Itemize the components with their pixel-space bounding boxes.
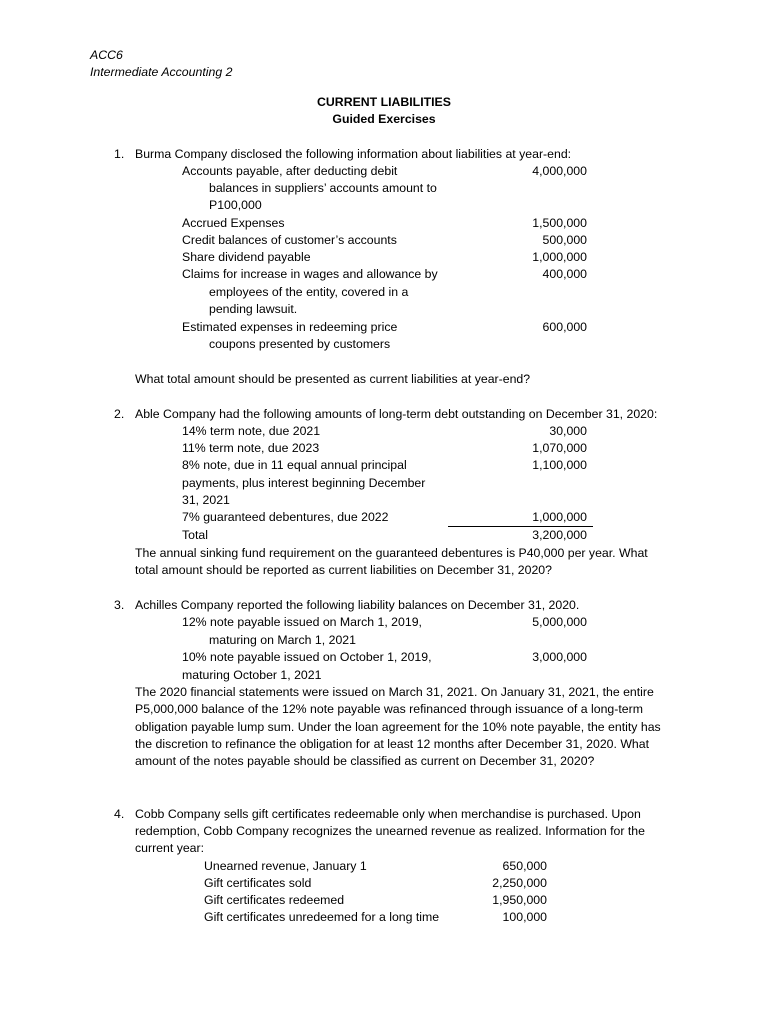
q3-item-2-label-line2: maturing October 1, 2021 xyxy=(182,668,322,682)
q1-item-3-amount: 500,000 xyxy=(542,233,587,247)
q2-item-3-label-line2: payments, plus interest beginning December xyxy=(182,476,426,490)
q3-paragraph-line3: obligation payable lump sum. Under the loan agreement for the 10% note payable, the entity has xyxy=(135,720,661,734)
page-subtitle: Guided Exercises xyxy=(332,112,436,126)
q3-paragraph-line1: The 2020 financial statements were issued on March 31, 2021. On January 31, 2021, the entire xyxy=(135,685,654,699)
q1-item-2-amount: 1,500,000 xyxy=(532,216,587,230)
q1-item-5-amount: 400,000 xyxy=(542,267,587,281)
q3-item-2-amount: 3,000,000 xyxy=(532,650,587,664)
q2-item-1-amount: 30,000 xyxy=(549,424,587,438)
q4-intro-line3: current year: xyxy=(135,841,205,855)
q2-item-4-label: 7% guaranteed debentures, due 2022 xyxy=(182,510,389,524)
q2-item-4-amount: 1,000,000 xyxy=(532,510,587,524)
q1-item-5-label-line1: Claims for increase in wages and allowance by xyxy=(182,267,438,281)
q1-item-6-label-line2: coupons presented by customers xyxy=(209,337,391,351)
q2-item-2-amount: 1,070,000 xyxy=(532,441,587,455)
course-code: ACC6 xyxy=(90,48,123,62)
q4-item-3-label: Gift certificates redeemed xyxy=(204,893,345,907)
q1-item-6-amount: 600,000 xyxy=(542,320,587,334)
q2-intro: Able Company had the following amounts of long-term debt outstanding on December 31, 2020: xyxy=(135,407,658,421)
course-name: Intermediate Accounting 2 xyxy=(90,65,233,79)
q2-question-line2: total amount should be reported as current liabilities on December 31, 2020? xyxy=(135,563,552,577)
q1-intro: Burma Company disclosed the following information about liabilities at year-end: xyxy=(135,147,572,161)
q4-item-4-label: Gift certificates unredeemed for a long time xyxy=(204,910,440,924)
q1-item-1-label-line3: P100,000 xyxy=(209,198,262,212)
q3-item-1-label-line1: 12% note payable issued on March 1, 2019, xyxy=(182,615,422,629)
q1-item-1-label-line2: balances in suppliers’ accounts amount to xyxy=(209,181,437,195)
q1-item-6-label-line1: Estimated expenses in redeeming price xyxy=(182,320,398,334)
q1-item-4-amount: 1,000,000 xyxy=(532,250,587,264)
q3-item-1-amount: 5,000,000 xyxy=(532,615,587,629)
q1-item-4-label: Share dividend payable xyxy=(182,250,311,264)
q3-item-1-label-line2: maturing on March 1, 2021 xyxy=(209,633,356,647)
page-title: CURRENT LIABILITIES xyxy=(317,95,451,109)
q4-number: 4. xyxy=(114,807,125,821)
q3-paragraph-line2: P5,000,000 balance of the 12% note payable was refinanced through issuance of a long-term xyxy=(135,702,643,716)
q1-item-2-label: Accrued Expenses xyxy=(182,216,285,230)
q2-item-3-label-line1: 8% note, due in 11 equal annual principal xyxy=(182,458,407,472)
q2-item-2-label: 11% term note, due 2023 xyxy=(182,441,320,455)
q3-paragraph-line4: the discretion to refinance the obligation for at least 12 months after December 31, 2020. What xyxy=(135,737,650,751)
q1-question: What total amount should be presented as current liabilities at year-end? xyxy=(135,372,531,386)
q3-item-2-label-line1: 10% note payable issued on October 1, 2019, xyxy=(182,650,432,664)
q1-item-1-label-line1: Accounts payable, after deducting debit xyxy=(182,164,398,178)
q3-paragraph-line5: amount of the notes payable should be classified as current on December 31, 2020? xyxy=(135,754,595,768)
q4-item-1-amount: 650,000 xyxy=(502,859,547,873)
q3-intro: Achilles Company reported the following liability balances on December 31, 2020. xyxy=(135,598,580,612)
q2-item-3-amount: 1,100,000 xyxy=(532,458,587,472)
q1-item-5-label-line2: employees of the entity, covered in a xyxy=(209,285,409,299)
q4-intro-line2: redemption, Cobb Company recognizes the unearned revenue as realized. Information for the xyxy=(135,824,645,838)
q4-item-2-label: Gift certificates sold xyxy=(204,876,312,890)
q2-item-1-label: 14% term note, due 2021 xyxy=(182,424,321,438)
q2-total-label: Total xyxy=(182,528,208,542)
q4-item-3-amount: 1,950,000 xyxy=(492,893,547,907)
q3-number: 3. xyxy=(114,598,125,612)
q1-item-1-amount: 4,000,000 xyxy=(532,164,587,178)
q4-intro-line1: Cobb Company sells gift certificates redeemable only when merchandise is purchased. Upon xyxy=(135,807,641,821)
q1-number: 1. xyxy=(114,147,125,161)
q2-question-line1: The annual sinking fund requirement on the guaranteed debentures is P40,000 per year. What xyxy=(135,546,648,560)
q4-item-1-label: Unearned revenue, January 1 xyxy=(204,859,367,873)
q1-item-3-label: Credit balances of customer’s accounts xyxy=(182,233,397,247)
q4-item-2-amount: 2,250,000 xyxy=(492,876,547,890)
q2-number: 2. xyxy=(114,407,125,421)
q2-item-3-label-line3: 31, 2021 xyxy=(182,493,230,507)
q1-item-5-label-line3: pending lawsuit. xyxy=(209,302,298,316)
q2-total-amount: 3,200,000 xyxy=(532,528,587,542)
q4-item-4-amount: 100,000 xyxy=(502,910,547,924)
